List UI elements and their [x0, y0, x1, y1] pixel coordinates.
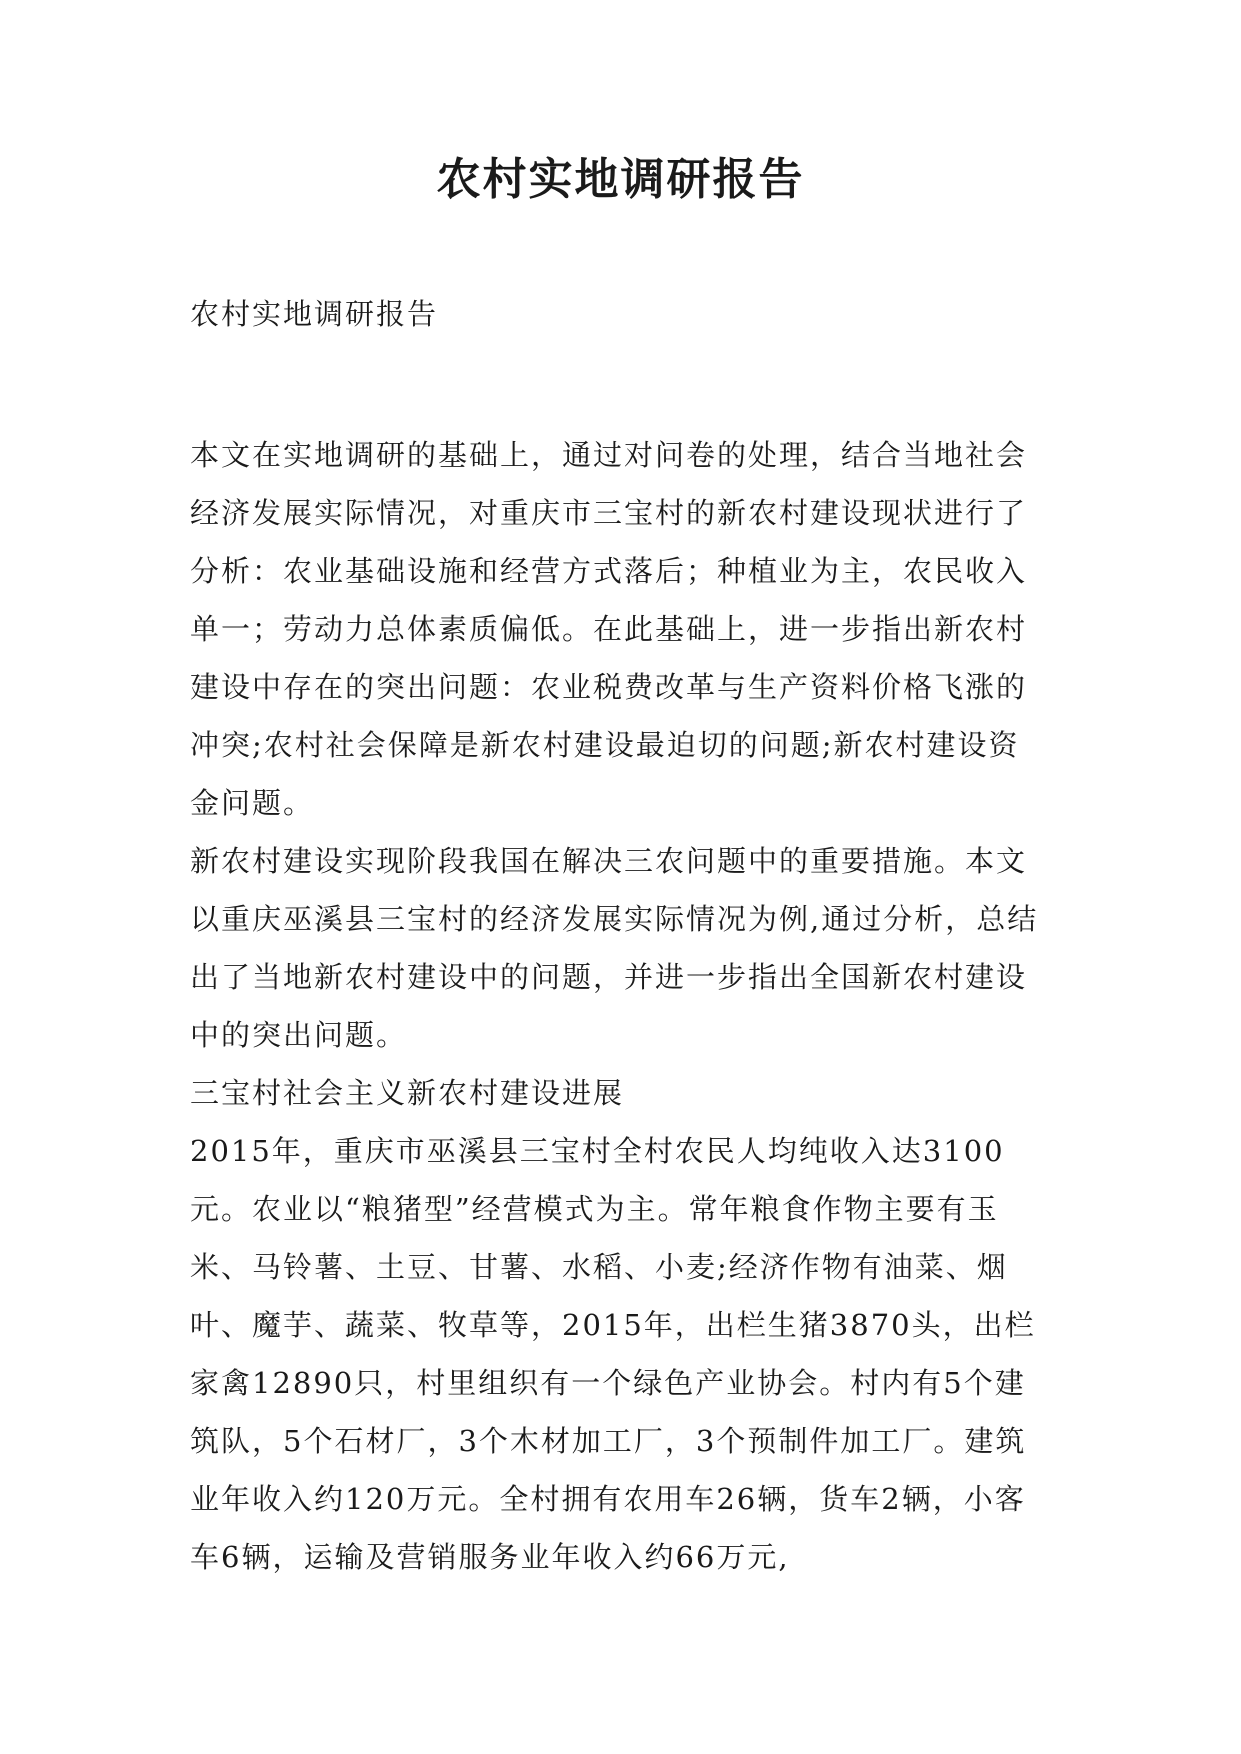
abstract-paragraph: 本文在实地调研的基础上，通过对问卷的处理，结合当地社会经济发展实际情况，对重庆市三宝村的新农村建设现状进行了分析：农业基础设施和经营方式落后；种植业为主，农民收入单一；劳动力总体素质偏低。在此基础上，进一步指出新农村建设中存在的突出问题：农业税费改革与生产资料价格飞涨的冲突;农村社会保障是新农村建设最迫切的问题;新农村建设资金问题。 [190, 438, 1028, 820]
document-title: 农村实地调研报告 [436, 154, 805, 205]
progress-paragraph: 2015年，重庆市巫溪县三宝村全村农民人均纯收入达3100元。农业以“粮猪型”经营模式为主。常年粮食作物主要有玉米、马铃薯、土豆、甘薯、水稻、小麦;经济作物有油菜、烟叶、魔芋、蔬菜、牧草等，2015年，出栏生猪3870头，出栏家禽12890只，村里组织有一个绿色产业协会。村内有5个建筑队，5个石材厂，3个木材加工厂，3个预制件加工厂。建筑业年收入约120万元。全村拥有农用车26辆，货车2辆，小客车6辆，运输及营销服务业年收入约66万元, [190, 1134, 1036, 1574]
intro-paragraph: 新农村建设实现阶段我国在解决三农问题中的重要措施。本文以重庆巫溪县三宝村的经济发展实际情况为例,通过分析，总结出了当地新农村建设中的问题，并进一步指出全国新农村建设中的突出问题。 [190, 844, 1039, 1052]
document-subtitle: 农村实地调研报告 [190, 297, 439, 331]
document-body [190, 285, 1050, 1586]
spacer [190, 401, 1050, 426]
section-heading: 三宝村社会主义新农村建设进展 [190, 1076, 625, 1110]
